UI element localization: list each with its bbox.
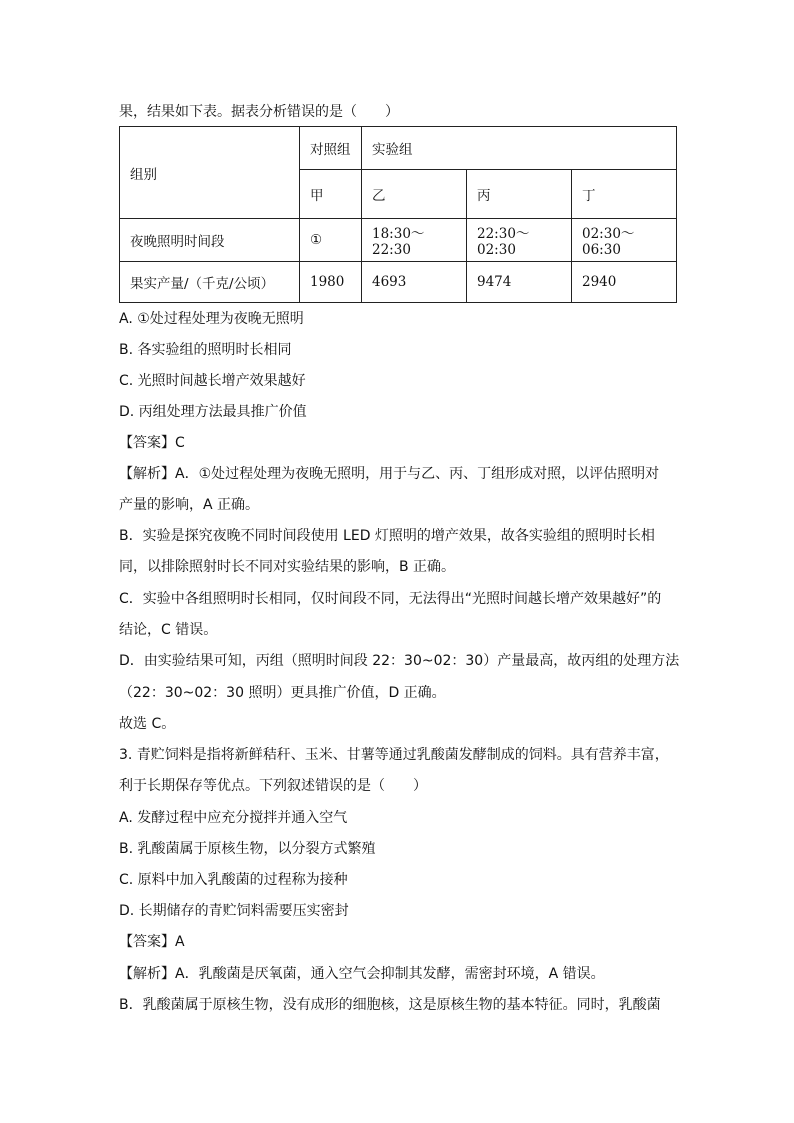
q2-analysis-line: B．实验是探究夜晚不同时间段使用 LED 灯照明的增产效果，故各实验组的照明时长相 xyxy=(119,528,655,544)
table-cell: 4693 xyxy=(362,262,467,303)
q3-stem-line: 3. 青贮饲料是指将新鲜秸秆、玉米、甘薯等通过乳酸菌发酵制成的饲料。具有营养丰富， xyxy=(119,747,669,763)
table-cell: 2940 xyxy=(572,262,677,303)
table-header-group: 组别 xyxy=(120,127,300,219)
table-header-experiment: 实验组 xyxy=(362,127,677,170)
q3-analysis-line: 【解析】A．乳酸菌是厌氧菌，通入空气会抑制其发酵，需密封环境，A 错误。 xyxy=(119,966,605,982)
table-cell: 9474 xyxy=(467,262,572,303)
table-subheader: 丁 xyxy=(572,170,677,219)
q2-analysis-line: 产量的影响，A 正确。 xyxy=(119,497,260,513)
table-row-label: 果实产量/（千克/公顷） xyxy=(120,262,300,303)
q2-analysis-line: 【解析】A．①处过程处理为夜晚无照明，用于与乙、丙、丁组形成对照，以评估照明对 xyxy=(119,466,660,482)
q2-analysis-line: C．实验中各组照明时长相同，仅时间段不同，无法得出“光照时间越长增产效果越好”的 xyxy=(119,591,662,607)
q3-option-b: B. 乳酸菌属于原核生物，以分裂方式繁殖 xyxy=(119,841,376,857)
table-subheader: 甲 xyxy=(300,170,362,219)
q2-option-b: B. 各实验组的照明时长相同 xyxy=(119,342,292,358)
q2-option-c: C. 光照时间越长增产效果越好 xyxy=(119,373,306,389)
q3-answer: 【答案】A xyxy=(119,934,185,950)
q3-analysis-line: B．乳酸菌属于原核生物，没有成形的细胞核，这是原核生物的基本特征。同时，乳酸菌 xyxy=(119,997,661,1013)
q3-option-a: A. 发酵过程中应充分搅拌并通入空气 xyxy=(119,810,348,826)
q2-conclusion: 故选 C。 xyxy=(119,716,176,732)
table-row xyxy=(120,219,677,262)
q2-option-a: A. ①处过程处理为夜晚无照明 xyxy=(119,311,304,327)
q3-stem-line: 利于长期保存等优点。下列叙述错误的是（ ） xyxy=(119,778,427,794)
q2-analysis-line: （22：30~02：30 照明）更具推广价值，D 正确。 xyxy=(119,685,446,701)
results-table xyxy=(119,126,677,303)
table-subheader: 乙 xyxy=(362,170,467,219)
q2-analysis-line: 同，以排除照射时长不同对实验结果的影响，B 正确。 xyxy=(119,559,456,575)
table-header-control: 对照组 xyxy=(300,127,362,170)
q3-option-c: C. 原料中加入乳酸菌的过程称为接种 xyxy=(119,872,348,888)
question-intro: 果，结果如下表。据表分析错误的是（ ） xyxy=(119,104,399,120)
table-subheader: 丙 xyxy=(467,170,572,219)
q2-analysis-line: D．由实验结果可知，丙组（照明时间段 22：30~02：30）产量最高，故丙组的处理方法 xyxy=(119,653,680,669)
table-cell: 1980 xyxy=(300,262,362,303)
q3-option-d: D. 长期储存的青贮饲料需要压实密封 xyxy=(119,903,349,919)
q2-answer: 【答案】C xyxy=(119,435,185,451)
table-cell: 02:30～06:30 xyxy=(572,219,677,262)
table-row-label: 夜晚照明时间段 xyxy=(120,219,300,262)
q2-option-d: D. 丙组处理方法最具推广价值 xyxy=(119,404,307,420)
table-row xyxy=(120,262,677,303)
table-cell: 18:30～22:30 xyxy=(362,219,467,262)
q2-analysis-line: 结论，C 错误。 xyxy=(119,622,218,638)
table-cell: ① xyxy=(300,219,362,262)
table-cell: 22:30～02:30 xyxy=(467,219,572,262)
